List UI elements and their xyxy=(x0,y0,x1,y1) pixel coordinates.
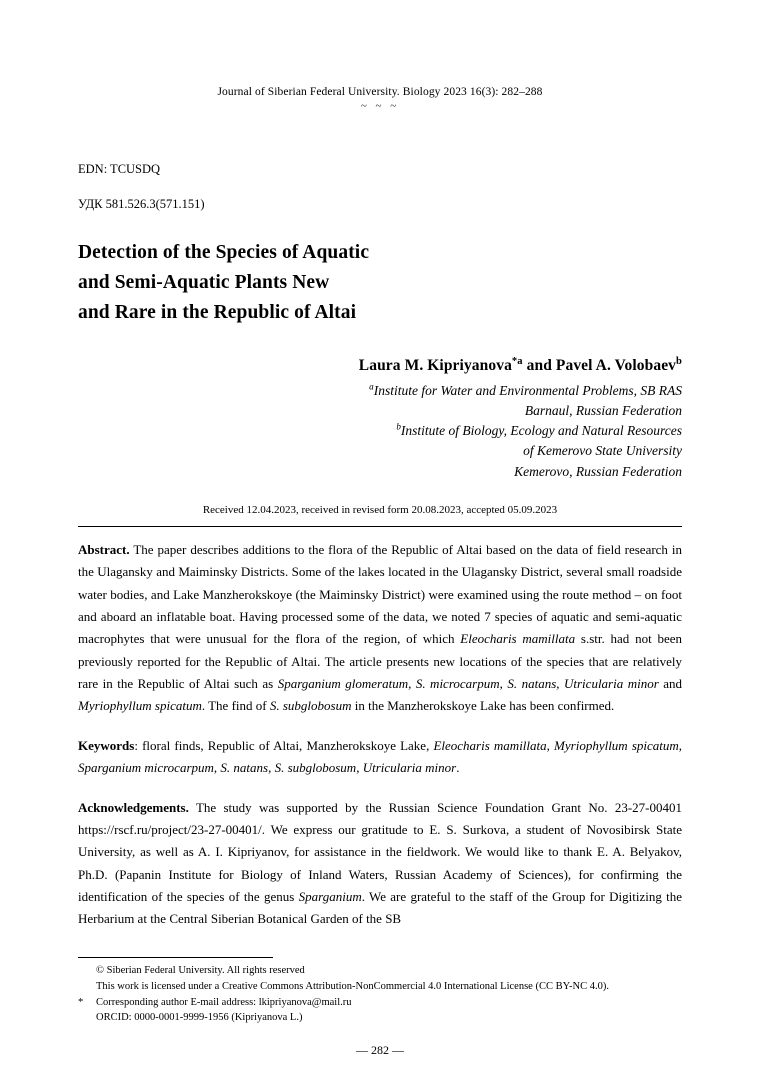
affiliation-line xyxy=(78,381,682,401)
affiliation-text: Institute of Biology, Ecology and Natural Resources xyxy=(400,423,682,439)
keywords-label: Keywords xyxy=(78,737,135,753)
keywords-text-1: : floral finds, Republic of Altai, Manzherokskoye Lake, xyxy=(134,737,434,753)
abstract-species-7: S. subglobosum xyxy=(269,698,352,714)
keywords-text-7: . xyxy=(456,760,460,776)
author-conjunction: and xyxy=(522,356,556,374)
keywords-species-5: S. subglobosum xyxy=(274,760,357,776)
abstract-species-1: Eleocharis mamillata xyxy=(460,631,576,647)
ornament-divider: ~ ~ ~ xyxy=(360,100,400,112)
abstract-text-5: , xyxy=(556,676,564,692)
orcid-line: ORCID: 0000-0001-9999-1956 (Kipriyanova L.) xyxy=(96,1012,303,1024)
page-number: — 282 — xyxy=(356,1043,404,1057)
keywords-text-3: , xyxy=(678,737,683,753)
keywords-species-4: S. natans xyxy=(220,760,269,776)
abstract-text-6: and xyxy=(658,676,683,692)
author-2-affiliation-marker: b xyxy=(676,355,682,367)
journal-running-head: Journal of Siberian Federal University. Biology 2023 16(3): 282–288 xyxy=(217,86,543,98)
keywords-species-2: Myriophyllum spicatum xyxy=(554,737,679,753)
acknowledgements-text-2: . We are grateful to the staff of the Group for Digitizing the Herbarium at the Central Siberian Botanical Garden of the SB xyxy=(78,888,682,927)
abstract-text-8: in the Manzherokskoye Lake has been confirmed. xyxy=(351,698,615,714)
abstract-species-2: Sparganium glomeratum xyxy=(277,676,409,692)
acknowledgements-text-1: The study was supported by the Russian Science Foundation Grant No. 23-27-00401 https://rscf.ru/project/23-27-00401/. We express our gratitude to E. S. Surkova, a student of Novosibirsk State University, as well as A. I. Kipriyanov, for assistance in the fieldwork. We would like to thank E. A. Belyakov, Ph.D. (Papanin Institute for Biology of Inland Waters, Russian Academy of Sciences), for confirming the identification of the species of the genus xyxy=(78,799,682,904)
abstract-species-4: S. natans xyxy=(507,676,557,692)
affiliation-line xyxy=(78,462,682,482)
abstract-species-6: Myriophyllum spicatum xyxy=(78,698,202,714)
abstract-text-7: . The find of xyxy=(201,698,270,714)
page-title xyxy=(78,238,682,329)
affiliation-block xyxy=(78,381,682,482)
received-dates: Received 12.04.2023, received in revised form 20.08.2023, accepted 05.09.2023 xyxy=(202,503,558,516)
corresponding-author-note xyxy=(78,995,682,1027)
keywords-text-2: , xyxy=(546,737,555,753)
keywords-species-6: Utricularia minor xyxy=(362,760,457,776)
corresponding-author-email: Corresponding author E-mail address: lkipriyanova@mail.ru xyxy=(96,996,352,1008)
abstract-text-2: s.str. had not been previously reported for the Republic of Altai. The article presents new locations of the species that are relatively rare in the Republic of Altai such as xyxy=(78,631,682,692)
abstract-paragraph xyxy=(78,539,682,718)
affiliation-line xyxy=(78,401,682,421)
affiliation-text: Institute for Water and Environmental Problems, SB RAS xyxy=(373,382,682,398)
affiliation-marker: a xyxy=(369,381,374,392)
affiliation-line xyxy=(78,421,682,441)
author-name-1: Laura M. Kipriyanova xyxy=(358,356,512,374)
author-list xyxy=(78,357,682,375)
abstract-text-3: , xyxy=(408,676,416,692)
keywords-text-6: , xyxy=(356,760,363,776)
acknowledgements-paragraph xyxy=(78,797,682,931)
edn-identifier: EDN: TCUSDQ xyxy=(78,162,161,176)
abstract-species-3: S. microcarpum xyxy=(415,676,500,692)
keywords-text-4: , xyxy=(213,760,221,776)
license-notice: This work is licensed under a Creative Commons Attribution-NonCommercial 4.0 International License (CC BY-NC 4.0). xyxy=(96,980,609,992)
page-footnotes xyxy=(78,957,682,1026)
acknowledgements-genus: Sparganium xyxy=(298,888,362,904)
keywords-text-5: , xyxy=(268,760,275,776)
horizontal-rule xyxy=(78,526,682,527)
affiliation-text: Kemerovo, Russian Federation xyxy=(514,463,682,479)
title-line-1: Detection of the Species of Aquatic xyxy=(78,242,370,263)
keywords-paragraph xyxy=(78,735,682,780)
affiliation-line xyxy=(78,441,682,461)
affiliation-marker: b xyxy=(396,421,401,432)
abstract-label: Abstract. xyxy=(78,541,130,557)
acknowledgements-label: Acknowledgements. xyxy=(78,799,189,815)
abstract-text-1: The paper describes additions to the flora of the Republic of Altai based on the data of field research in the Ulagansky and Maiminsky Districts. Some of the lakes located in the Ulagansky District, several small roadside water bodies, and Lake Manzherokskoye (the Maiminsky District) were examined using the route method – on foot and aboard an inflatable boat. Having processed some of the data, we noted 7 species of aquatic and semi-aquatic macrophytes that were unusual for the flora of the region, of which xyxy=(78,541,682,647)
title-line-2: and Semi-Aquatic Plants New xyxy=(78,272,330,294)
abstract-text-4: , xyxy=(499,676,508,692)
abstract-species-5: Utricularia minor xyxy=(564,676,659,692)
keywords-species-3: Sparganium microcarpum xyxy=(78,760,214,776)
title-line-3: and Rare in the Republic of Altai xyxy=(78,302,357,324)
udk-identifier: УДК 581.526.3(571.151) xyxy=(78,197,205,211)
copyright-notice: © Siberian Federal University. All rights reserved xyxy=(96,965,305,976)
affiliation-text: of Kemerovo State University xyxy=(523,443,682,459)
author-name-2: Pavel A. Volobaev xyxy=(555,356,677,374)
footnote-star-marker: * xyxy=(78,996,84,1008)
affiliation-text: Barnaul, Russian Federation xyxy=(524,402,682,418)
footnote-rule xyxy=(78,957,273,958)
keywords-species-1: Eleocharis mamillata xyxy=(433,737,547,753)
author-1-affiliation-marker: *a xyxy=(511,355,523,367)
